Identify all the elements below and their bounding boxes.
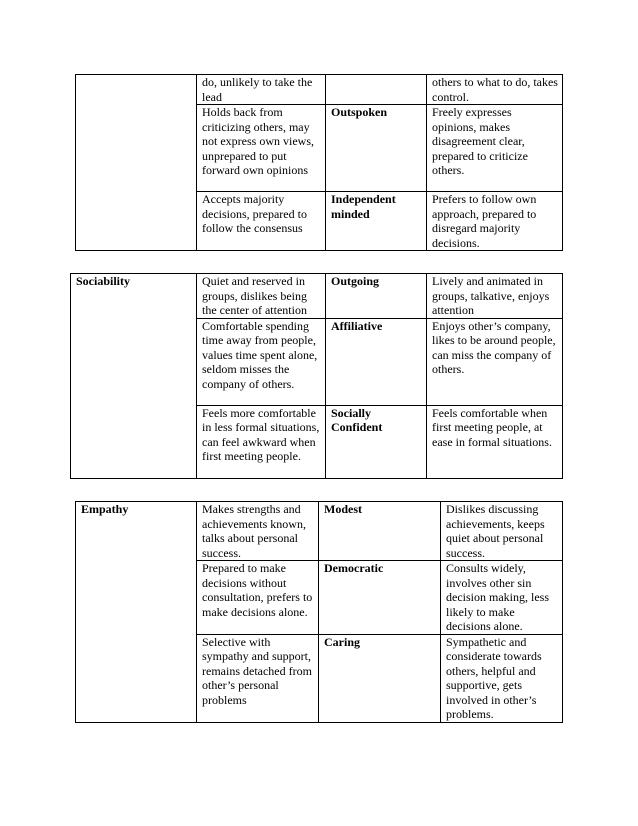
- scale-label: Outgoing: [326, 274, 427, 319]
- low-score-description: Comfortable spending time away from people, values time spent alone, seldom misses the company of others.: [197, 318, 326, 405]
- low-score-description: Feels more comfortable in less formal situations, can feel awkward when first meeting people.: [197, 405, 326, 478]
- high-score-description: Freely expresses opinions, makes disagreement clear, prepared to criticize others.: [427, 105, 563, 192]
- high-score-description: Lively and animated in groups, talkative, enjoys attention: [427, 274, 563, 319]
- high-score-description: Consults widely, involves other sin decision making, less likely to make decisions alone.: [441, 561, 563, 635]
- high-score-description: Sympathetic and considerate towards others, helpful and supportive, gets involved in other’s problems.: [441, 634, 563, 722]
- empathy-table: [75, 501, 563, 723]
- scale-label: Socially Confident: [326, 405, 427, 478]
- low-score-description: Accepts majority decisions, prepared to follow the consensus: [197, 192, 326, 251]
- trait-table-continued: [75, 74, 563, 251]
- low-score-description: Makes strengths and achievements known, talks about personal success.: [197, 502, 319, 561]
- low-score-description: Quiet and reserved in groups, dislikes being the center of attention: [197, 274, 326, 319]
- table-row: [76, 75, 563, 105]
- high-score-description: others to what to do, takes control.: [427, 75, 563, 105]
- high-score-description: Dislikes discussing achievements, keeps quiet about personal success.: [441, 502, 563, 561]
- scale-label: Affiliative: [326, 318, 427, 405]
- scale-label: Democratic: [319, 561, 441, 635]
- trait-cell: Sociability: [71, 274, 197, 479]
- high-score-description: Prefers to follow own approach, prepared to disregard majority decisions.: [427, 192, 563, 251]
- scale-label: Modest: [319, 502, 441, 561]
- low-score-description: Selective with sympathy and support, remains detached from other’s personal problems: [197, 634, 319, 722]
- table-row: [71, 274, 563, 319]
- scale-label: Independent minded: [326, 192, 427, 251]
- scale-label: Caring: [319, 634, 441, 722]
- low-score-description: do, unlikely to take the lead: [197, 75, 326, 105]
- low-score-description: Holds back from criticizing others, may not express own views, unprepared to put forward own opinions: [197, 105, 326, 192]
- high-score-description: Feels comfortable when first meeting people, at ease in formal situations.: [427, 405, 563, 478]
- scale-label: [326, 75, 427, 105]
- table-row: [76, 502, 563, 561]
- trait-cell: Empathy: [76, 502, 197, 723]
- high-score-description: Enjoys other’s company, likes to be around people, can miss the company of others.: [427, 318, 563, 405]
- low-score-description: Prepared to make decisions without consultation, prefers to make decisions alone.: [197, 561, 319, 635]
- scale-label: Outspoken: [326, 105, 427, 192]
- trait-cell: [76, 75, 197, 251]
- sociability-table: [70, 273, 563, 479]
